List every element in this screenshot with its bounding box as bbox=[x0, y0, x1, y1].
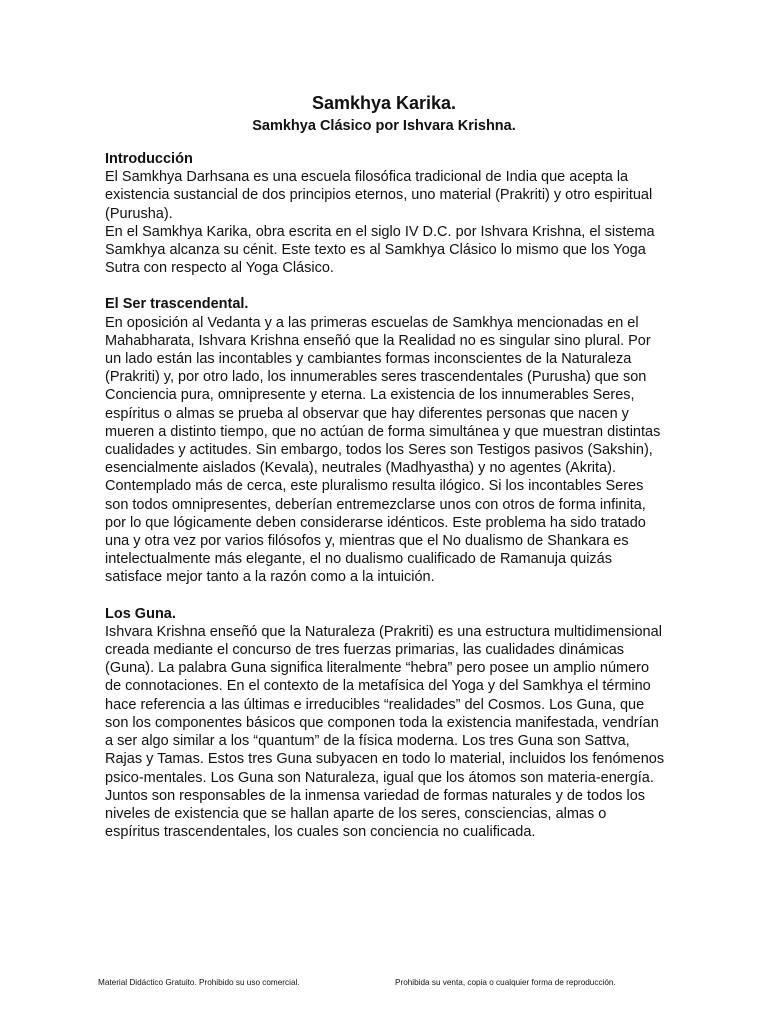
document-body bbox=[105, 150, 665, 859]
paragraph: En el Samkhya Karika, obra escrita en el siglo IV D.C. por Ishvara Krishna, el sistema Samkhya alcanza su cénit. Este texto es al Samkhya Clásico lo mismo que los Yoga Sutra con respecto al Yoga Clásico. bbox=[105, 223, 655, 277]
document-subtitle: Samkhya Clásico por Ishvara Krishna. bbox=[252, 118, 516, 134]
paragraph: Ishvara Krishna enseñó que la Naturaleza (Prakriti) es una estructura multidimensional creada mediante el concurso de tres fuerzas primarias, las cualidades dinámicas (Guna). La palabra Guna significa literalmente “hebra” pero posee un amplio número de connotaciones. En el contexto de la metafísica del Yoga y del Samkhya el término hace referencia a las últimas e irreducibles “realidades” del Cosmos. Los Guna, que son los componentes básicos que componen toda la existencia manifestada, vendrían a ser algo similar a los “quantum” de la física moderna. Los tres Guna son Sattva, Rajas y Tamas. Estos tres Guna subyacen en todo lo material, incluidos los fenómenos psico-mentales. Los Guna son Naturaleza, igual que los átomos son materia-energía. Juntos son responsables de la inmensa variedad de formas naturales y de todos los niveles de existencia que se hallan aparte de los seres, consciencias, almas o espíritus trascendentales, los cuales son conciencia no cualificada. bbox=[105, 623, 665, 841]
section-los-guna bbox=[105, 605, 665, 842]
section-ser-trascendental bbox=[105, 295, 665, 586]
document-title: Samkhya Karika. bbox=[311, 93, 457, 113]
section-introduccion bbox=[105, 150, 665, 277]
paragraph: En oposición al Vedanta y a las primeras escuelas de Samkhya mencionadas en el Mahabharata, Ishvara Krishna enseñó que la Realidad no es singular sino plural. Por un lado están las incontables y cambiantes formas inconscientes de la Naturaleza (Prakriti) y, por otro lado, los innumerables seres trascendentales (Purusha) que son Conciencia pura, omnipresente y eterna. La existencia de los innumerables Seres, espíritus o almas se prueba al observar que hay diferentes personas que nacen y mueren a distinto tiempo, que no actúan de forma simultánea y que muestran distintas cualidades y actitudes. Sin embargo, todos los Seres son Testigos pasivos (Sakshin), esencialmente aislados (Kevala), neutrales (Madhyastha) y no agentes (Akrita). Contemplado más de cerca, este pluralismo resulta ilógico. Si los incontables Seres son todos omnipresentes, deberían entremezclarse unos con otros de forma infinita, por lo que lógicamente deben considerarse idénticos. Este problema ha sido tratado una y otra vez por varios filósofos y, mientras que el No dualismo de Shankara es intelectualmente más elegante, el no dualismo cualificado de Ramanuja quizás satisface mejor tanto a la razón como a la intuición. bbox=[105, 314, 661, 586]
section-heading: Introducción bbox=[105, 151, 193, 167]
footer-copy-note: Prohibida su venta, copia o cualquier forma de reproducción. bbox=[395, 978, 616, 987]
section-heading: El Ser trascendental. bbox=[105, 296, 249, 313]
section-heading: Los Guna. bbox=[105, 605, 176, 622]
footer-license-note: Material Didáctico Gratuito. Prohibido su uso comercial. bbox=[98, 978, 300, 987]
paragraph: El Samkhya Darhsana es una escuela filosófica tradicional de India que acepta la existencia sustancial de dos principios eternos, uno material (Prakriti) y otro espiritual (Purusha). bbox=[105, 169, 653, 222]
